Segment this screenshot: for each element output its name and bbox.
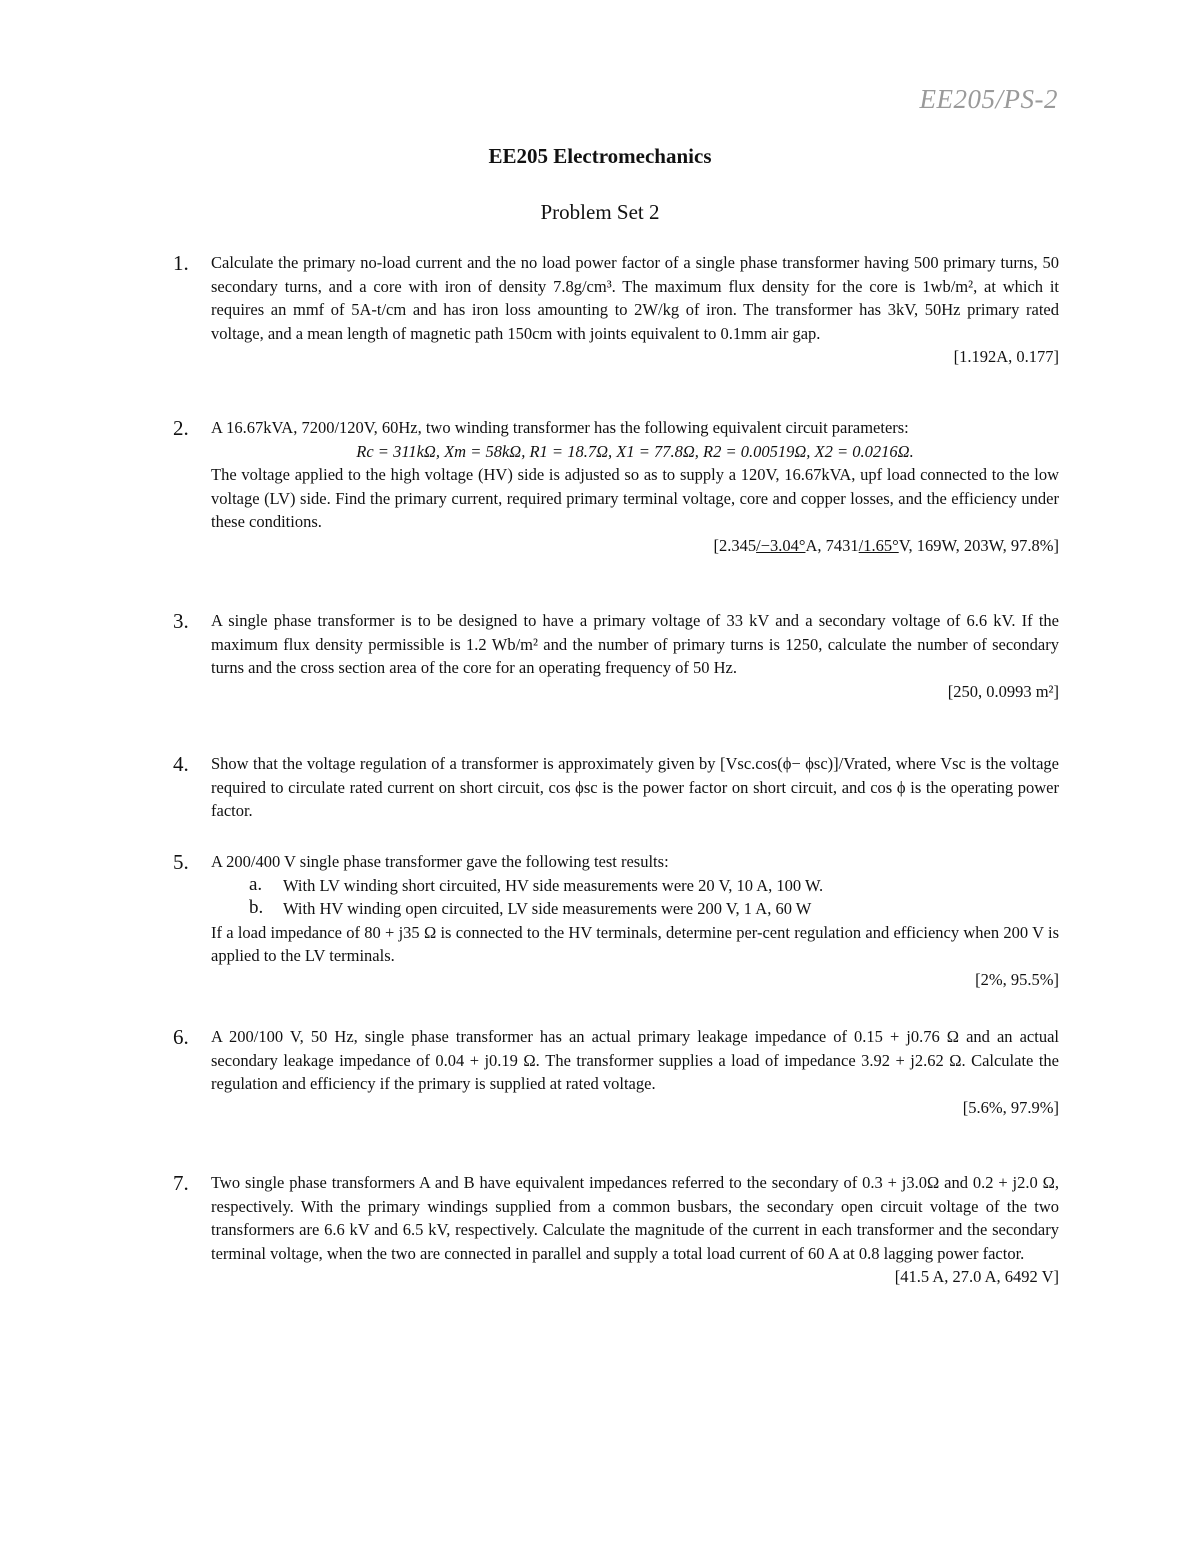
answer-segment: V, 169W, 203W, 97.8%] xyxy=(898,535,1059,555)
problem-number: 6. xyxy=(173,1025,189,1049)
problem-number: 1. xyxy=(173,251,189,275)
problem-number: 5. xyxy=(173,850,189,874)
document-subtitle: Problem Set 2 xyxy=(540,200,660,224)
problem-intro: A 16.67kVA, 7200/120V, 60Hz, two winding transformer has the following equivalent circuit parameters: xyxy=(211,418,909,437)
problem-number: 7. xyxy=(173,1171,189,1195)
circuit-parameters: Rc = 311kΩ, Xm = 58kΩ, R1 = 18.7Ω, X1 = 77.8Ω, R2 = 0.00519Ω, X2 = 0.0216Ω. xyxy=(356,441,914,461)
answer-segment: A, 7431 xyxy=(805,535,859,555)
document-title: EE205 Electromechanics xyxy=(488,144,712,168)
problem-number: 2. xyxy=(173,416,189,440)
answer-segment: [2.345 xyxy=(713,535,757,555)
problem-answer: [5.6%, 97.9%] xyxy=(962,1097,1059,1117)
problem-text: If a load impedance of 80 + j35 Ω is connected to the HV terminals, determine per-cent regulation and efficiency when 200 V is applied to the LV terminals. xyxy=(211,922,1059,965)
angle-primary-voltage: /1.65° xyxy=(858,535,899,555)
problem-intro: A 200/400 V single phase transformer gave the following test results: xyxy=(211,852,669,871)
problem-text: Two single phase transformers A and B have equivalent impedances referred to the secondary of 0.3 + j3.0Ω and 0.2 + j2.0 Ω, respectively. With the primary windings supplied from a common busbars, the secondary open circuit voltage of the two transformers are 6.6 kV and 6.5 kV, respectively. Calculate the magnitude of the current in each transformer and the secondary terminal voltage, when the two are connected in parallel and supply a total load current of 60 A at 0.8 lagging power factor. xyxy=(211,1173,1059,1263)
problem-answer: [2%, 95.5%] xyxy=(975,969,1059,989)
problem-answer: [1.192A, 0.177] xyxy=(953,347,1059,366)
problem-answer xyxy=(211,534,1059,558)
list-item xyxy=(211,874,1059,898)
list-item-label: a. xyxy=(249,873,263,895)
list-item-text: With HV winding open circuited, LV side measurements were 200 V, 1 A, 60 W xyxy=(283,899,812,918)
problem-number: 3. xyxy=(173,609,189,633)
problem-text: Calculate the primary no-load current and the no load power factor of a single phase transformer having 500 primary turns, 50 secondary turns, and a core with iron of density 7.8g/cm³. The maximum flux density for the core is 1wb/m², at which it requires an mmf of 5A-t/cm and has iron loss amounting to 2W/kg of iron. The transformer has 3kV, 50Hz primary rated voltage, and a mean length of magnetic path 150cm with joints equivalent to 0.1mm air gap. xyxy=(211,253,1059,343)
angle-primary-current: /−3.04° xyxy=(756,535,806,555)
problem-text: The voltage applied to the high voltage (HV) side is adjusted so as to supply a 120V, 16.67kVA, upf load connected to the low voltage (LV) side. Find the primary current, required primary terminal voltage, core and copper losses, and the efficiency under these conditions. xyxy=(211,465,1059,531)
problem-text: A 200/100 V, 50 Hz, single phase transformer has an actual primary leakage impedance of 0.15 + j0.76 Ω and an actual secondary leakage impedance of 0.04 + j0.19 Ω. The transformer supplies a load of impedance 3.92 + j2.62 Ω. Calculate the regulation and efficiency if the primary is supplied at rated voltage. xyxy=(211,1027,1059,1093)
list-item-label: b. xyxy=(249,897,264,918)
problem-text: Show that the voltage regulation of a transformer is approximately given by [Vsc.cos(ϕ− ϕsc)]/Vrated, where Vsc is the voltage required to circulate rated current on short circuit, cos ϕsc is the power factor on short circuit, and cos ϕ is the operating power factor. xyxy=(211,754,1059,820)
document-code: EE205/PS-2 xyxy=(919,84,1058,114)
list-item xyxy=(211,897,1059,921)
list-item-text: With LV winding short circuited, HV side measurements were 20 V, 10 A, 100 W. xyxy=(283,875,824,895)
problem-answer: [250, 0.0993 m²] xyxy=(947,681,1059,701)
problem-number: 4. xyxy=(173,752,189,776)
problem-answer: [41.5 A, 27.0 A, 6492 V] xyxy=(894,1267,1059,1286)
problem-text: A single phase transformer is to be designed to have a primary voltage of 33 kV and a secondary voltage of 6.6 kV. If the maximum flux density permissible is 1.2 Wb/m² and the number of primary turns is 1250, calculate the number of secondary turns and the cross section area of the core for an operating frequency of 50 Hz. xyxy=(211,611,1059,677)
